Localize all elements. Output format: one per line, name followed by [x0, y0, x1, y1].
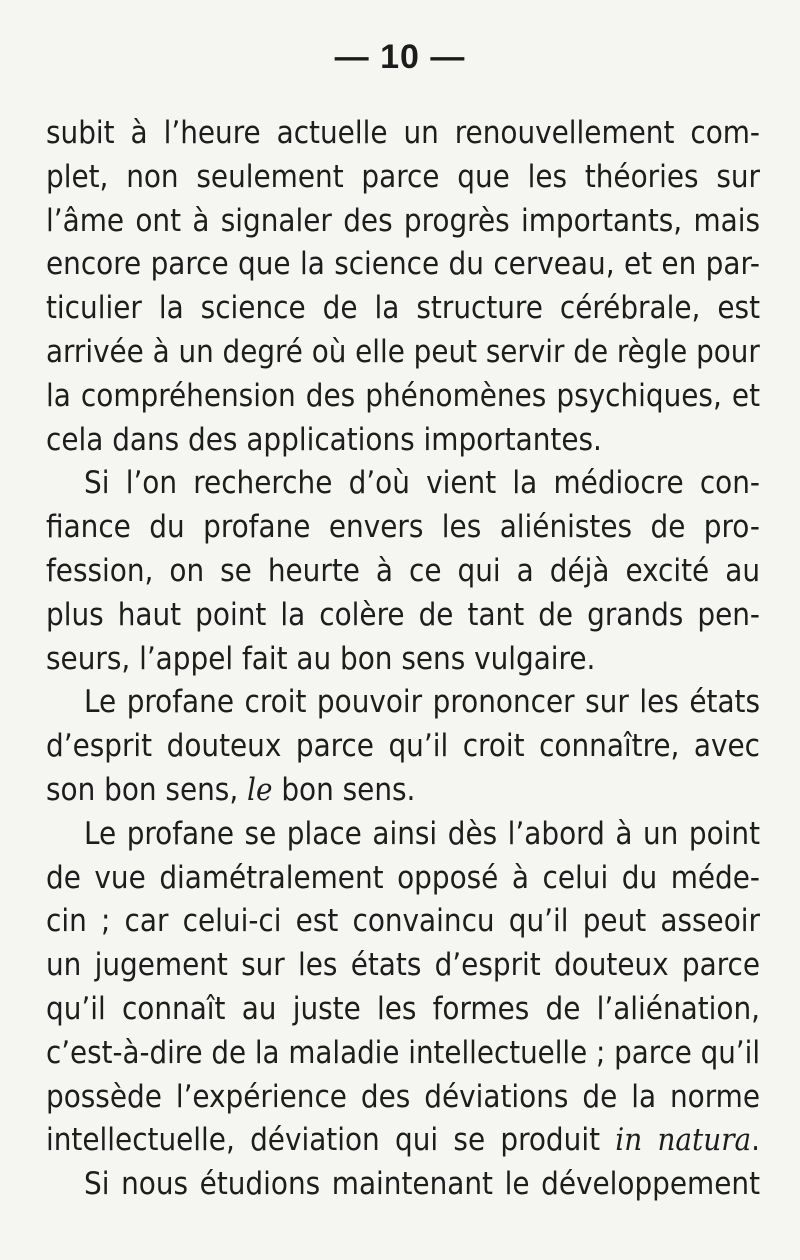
- italic-word: le: [247, 771, 273, 808]
- text-line: Le profane se place ainsi dès l’abord à un point: [84, 815, 760, 852]
- text-line: [46, 1119, 760, 1163]
- text-segment: son bon sens,: [46, 771, 248, 808]
- text-line: subit à l’heure actuelle un renouvellement com-: [46, 115, 760, 151]
- text-line: fiance du profane envers les aliénistes de pro-: [46, 509, 760, 546]
- text-line: plet, non seulement parce que les théories sur: [46, 158, 760, 195]
- text-line: fession, on se heurte à ce qui a déjà excité au: [46, 552, 760, 589]
- text-line: l’âme ont à signaler des progrès importants, mais: [46, 202, 760, 239]
- text-line: Si nous étudions maintenant le développement: [84, 1166, 760, 1203]
- text-segment: bon sens.: [272, 771, 416, 808]
- text-line: possède l’expérience des déviations de la norme: [46, 1078, 760, 1115]
- text-line: cela dans des applications importantes.: [46, 421, 602, 458]
- text-line: la compréhension des phénomènes psychiques, et: [46, 377, 760, 414]
- text-line: de vue diamétralement opposé à celui du méde-: [46, 859, 760, 896]
- text-line: plus haut point la colère de tant de grands pen-: [46, 596, 760, 633]
- body-text: [46, 112, 760, 1207]
- text-line: arrivée à un degré où elle peut servir de règle pour: [46, 333, 760, 370]
- text-line: un jugement sur les états d’esprit douteux parce: [46, 947, 760, 984]
- text-line: d’esprit douteux parce qu’il croit connaître, avec: [46, 728, 760, 765]
- text-line: seurs, l’appel fait au bon sens vulgaire.: [46, 640, 596, 677]
- text-line: ticulier la science de la structure cérébrale, est: [46, 290, 760, 327]
- text-segment: .: [751, 1122, 761, 1159]
- text-line: encore parce que la science du cerveau, et en par-: [46, 246, 760, 283]
- italic-phrase: in natura: [615, 1122, 752, 1159]
- text-segment: intellectuelle, déviation qui se produit: [46, 1122, 616, 1159]
- text-line: qu’il connaît au juste les formes de l’aliénation,: [46, 990, 760, 1027]
- text-line: Le profane croit pouvoir prononcer sur les états: [84, 684, 760, 721]
- text-line: cin ; car celui-ci est convaincu qu’il peut asseoir: [46, 903, 760, 940]
- text-line: [46, 769, 760, 813]
- text-line: Si l’on recherche d’où vient la médiocre con-: [84, 465, 760, 502]
- page-number: — 10 —: [334, 38, 466, 76]
- text-line: c’est-à-dire de la maladie intellectuelle ; parce qu’il: [46, 1034, 761, 1071]
